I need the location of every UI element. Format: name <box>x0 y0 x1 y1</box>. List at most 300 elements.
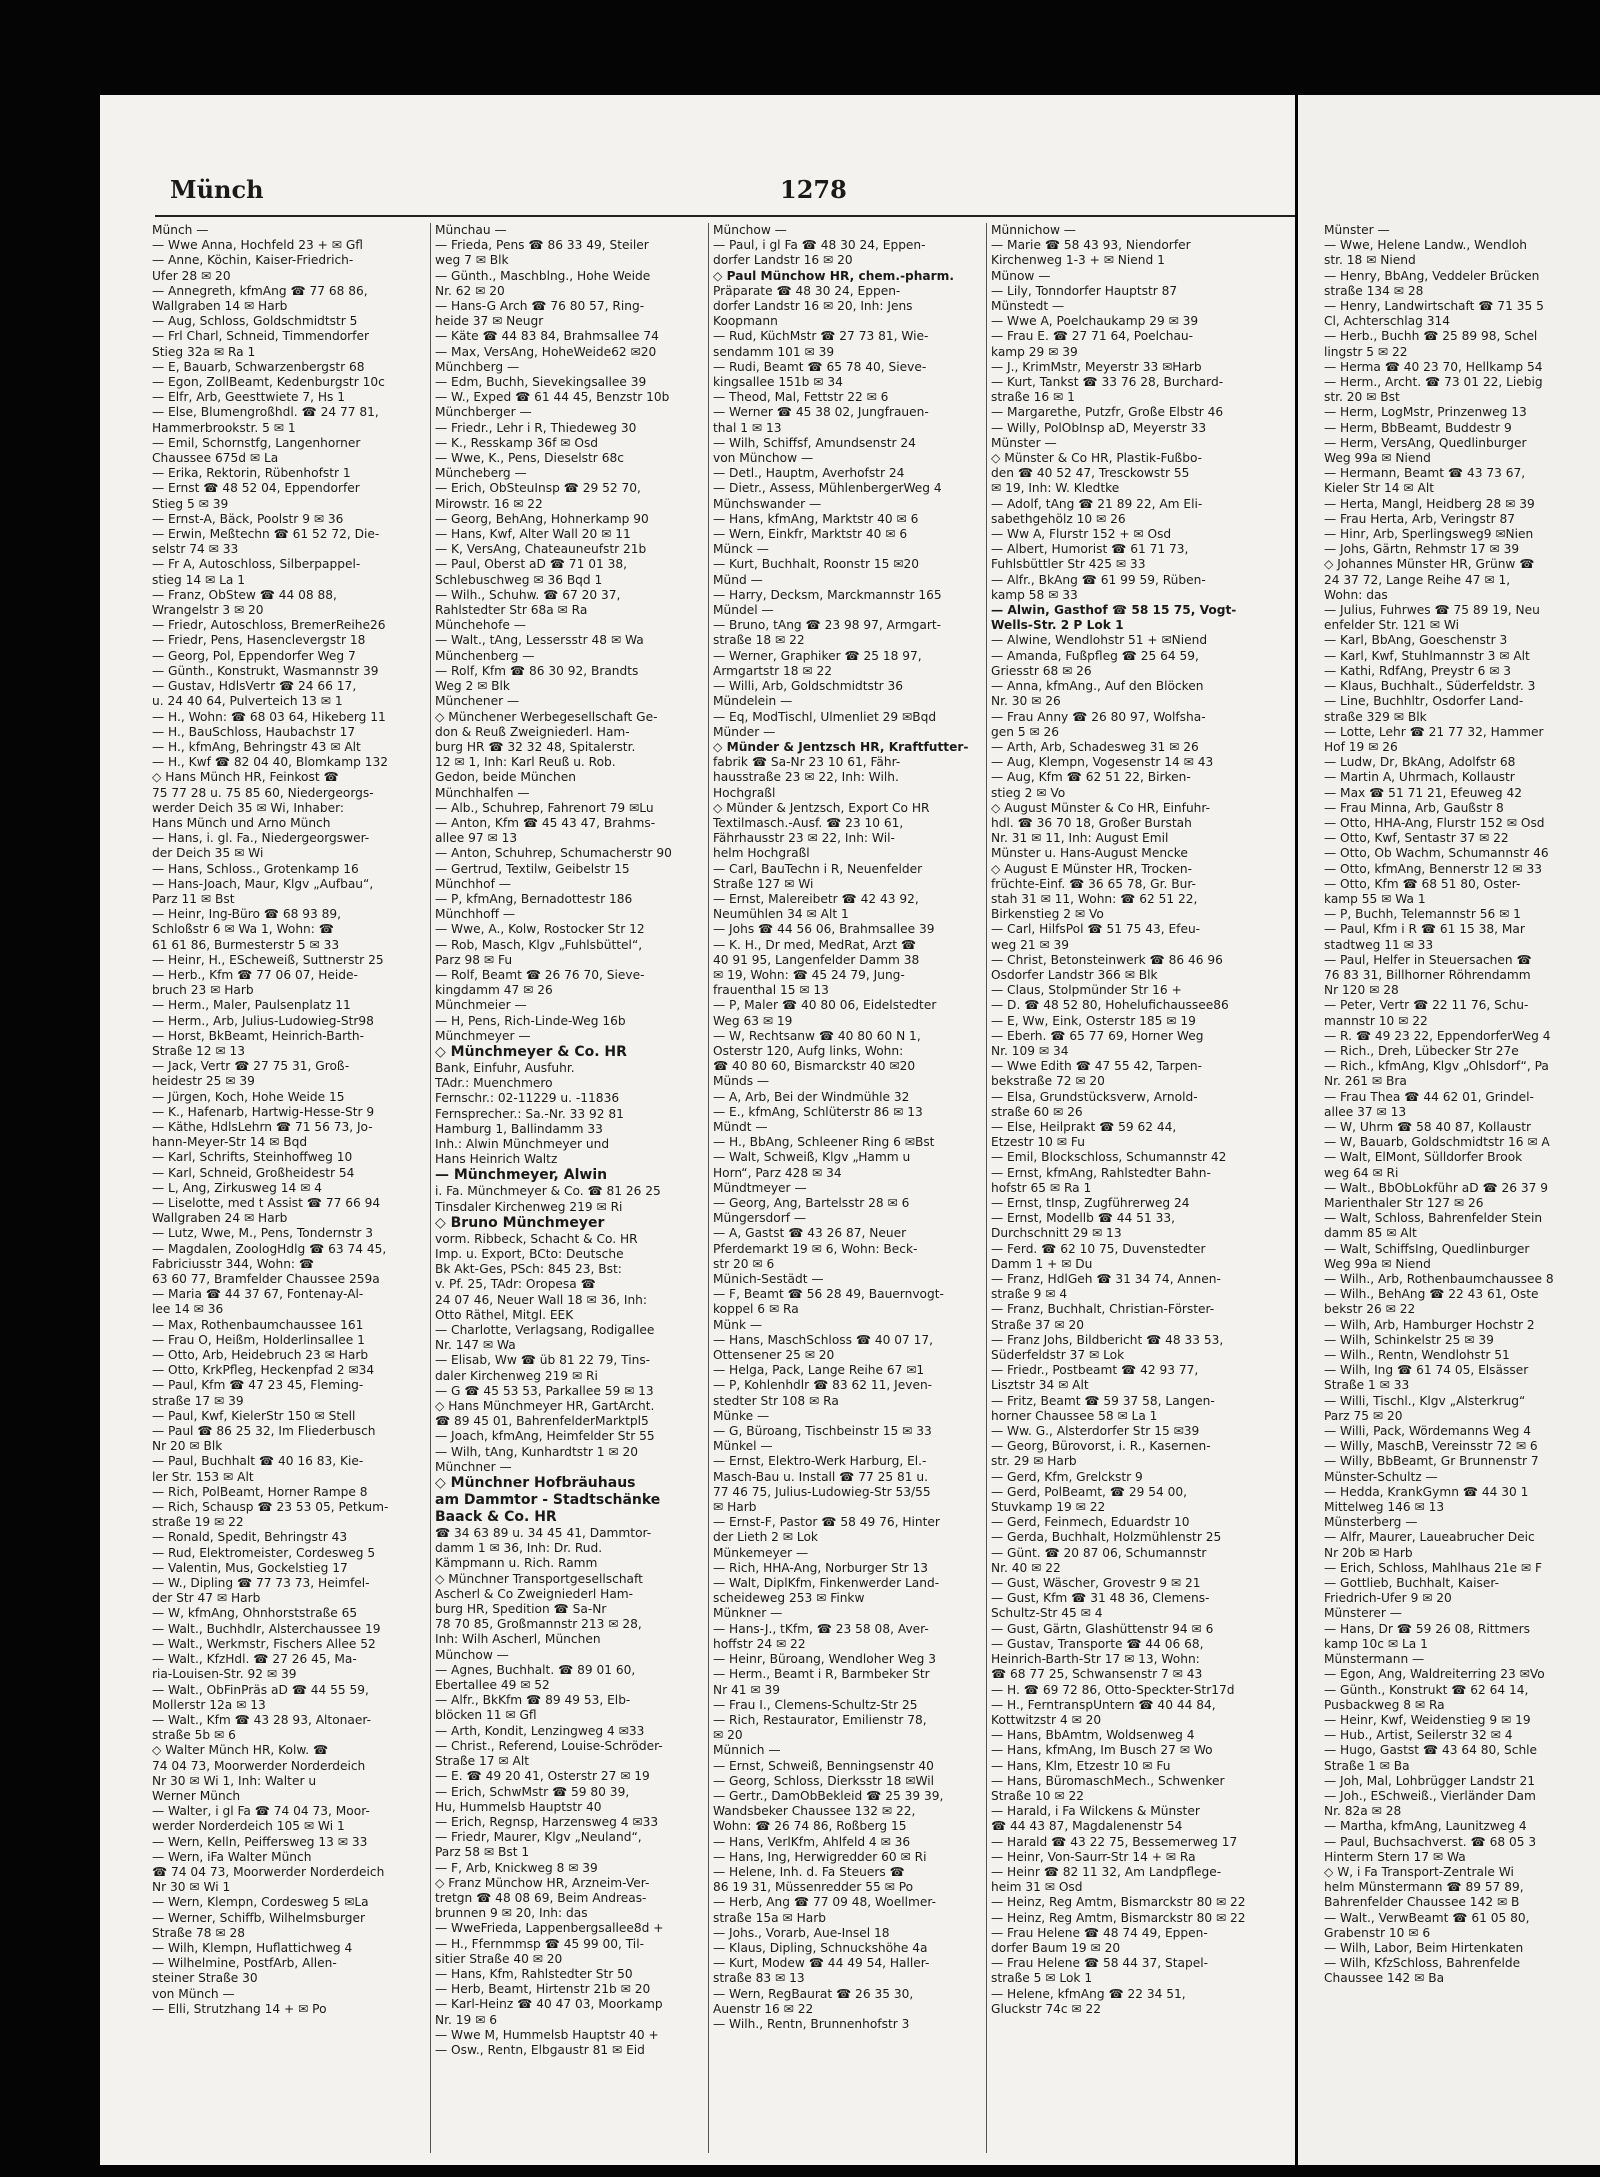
directory-entry: — Lily, Tonndorfer Hauptstr 87 <box>991 283 1178 298</box>
page-header <box>170 175 1290 215</box>
directory-entry: am Dammtor - Stadtschänke <box>435 1492 661 1509</box>
directory-entry: — G, Büroang, Tischbeinstr 15 ✉ 33 <box>713 1424 932 1439</box>
directory-entry: Parz 98 ✉ Fu <box>435 952 513 967</box>
directory-entry: Weg 99a ✉ Niend <box>1324 451 1431 466</box>
directory-entry: Osterstr 120, Aufg links, Wohn: <box>713 1043 904 1058</box>
directory-entry: — Ernst ☎ 48 52 04, Eppendorfer <box>152 481 360 496</box>
directory-entry: — H., BbAng, Schleener Ring 6 ✉Bst <box>713 1135 935 1150</box>
directory-entry: Nr 120 ✉ 28 <box>1324 983 1399 998</box>
column-4 <box>986 223 1291 2153</box>
directory-entry: 75 77 28 u. 75 85 60, Niedergeorgs- <box>152 785 374 800</box>
directory-entry: Hu, Hummelsb Hauptstr 40 <box>435 1799 602 1814</box>
directory-entry: Münsterberg — <box>1324 1515 1418 1530</box>
directory-entry: ◇ Bruno Münchmeyer <box>435 1214 605 1231</box>
directory-entry: — Walt., tAng, Lessersstr 48 ✉ Wa <box>435 633 644 648</box>
directory-entry: — Münchmeyer, Alwin <box>435 1167 608 1184</box>
directory-entry: — Johs., Vorarb, Aue-Insel 18 <box>713 1925 890 1940</box>
directory-entry: Hof 19 ✉ 26 <box>1324 739 1398 754</box>
directory-entry: ✉ 19, Wohn: ☎ 45 24 79, Jung- <box>713 967 905 982</box>
directory-entry: horner Chaussee 58 ✉ La 1 <box>991 1408 1158 1423</box>
directory-entry: — Günt. ☎ 20 87 06, Schumannstr <box>991 1545 1207 1560</box>
directory-entry: — Walt, Schweiß, Klgv „Hamm u <box>713 1150 911 1165</box>
directory-entry: von Münchow — <box>713 451 814 466</box>
header-rule <box>155 215 1295 217</box>
directory-entry: ☎ 40 80 60, Bismarckstr 40 ✉20 <box>713 1059 916 1074</box>
directory-entry: Münds — <box>713 1074 770 1089</box>
directory-entry: Baack & Co. HR <box>435 1509 557 1526</box>
directory-entry: daler Kirchenweg 219 ✉ Ri <box>435 1368 598 1383</box>
directory-entry: — Ronald, Spedit, Behringstr 43 <box>152 1530 348 1545</box>
directory-entry: — Henry, Landwirtschaft ☎ 71 35 5 <box>1324 299 1544 314</box>
directory-entry: Birkenstieg 2 ✉ Vo <box>991 907 1104 922</box>
directory-entry: — Kurt, Modew ☎ 44 49 54, Haller- <box>713 1956 930 1971</box>
directory-entry: Wrangelstr 3 ✉ 20 <box>152 603 264 618</box>
directory-entry: — Wern, Klempn, Cordesweg 5 ✉La <box>152 1895 369 1910</box>
directory-entry: stadtweg 11 ✉ 33 <box>1324 937 1434 952</box>
directory-entry: allee 37 ✉ 13 <box>1324 1104 1407 1119</box>
directory-entry: ☎ 89 45 01, BahrenfelderMarktpl5 <box>435 1414 649 1429</box>
directory-entry: ria-Louisen-Str. 92 ✉ 39 <box>152 1667 297 1682</box>
directory-entry: — Otto, kfmAng, Bennerstr 12 ✉ 33 <box>1324 861 1542 876</box>
directory-entry: Münkemeyer — <box>713 1545 809 1560</box>
directory-entry: — Walt, DiplKfm, Finkenwerder Land- <box>713 1576 940 1591</box>
directory-entry: — D. ☎ 48 52 80, Hohelufichaussee86 <box>991 998 1229 1013</box>
directory-entry: stah 31 ✉ 11, Wohn: ☎ 62 51 22, <box>991 891 1198 906</box>
directory-entry: — Rudi, Beamt ☎ 65 78 40, Sieve- <box>713 359 927 374</box>
directory-entry: str. 20 ✉ Bst <box>1324 390 1400 405</box>
directory-entry: kamp 29 ✉ 39 <box>991 344 1078 359</box>
directory-entry: Fuhlsbüttler Str 425 ✉ 33 <box>991 557 1146 572</box>
directory-entry: — Hans, kfmAng, Im Busch 27 ✉ Wo <box>991 1743 1213 1758</box>
directory-entry: — P, Maler ☎ 40 80 06, Eidelstedter <box>713 998 937 1013</box>
directory-entry: — Joh., ESchweiß., Vierländer Dam <box>1324 1788 1536 1803</box>
directory-entry: — Hans-J., tKfm, ☎ 23 58 08, Aver- <box>713 1621 929 1636</box>
directory-entry: — Herb., Buchh ☎ 25 89 98, Schel <box>1324 329 1538 344</box>
directory-entry: Mündelein — <box>713 694 793 709</box>
directory-entry: — Kurt, Tankst ☎ 33 76 28, Burchard- <box>991 375 1224 390</box>
directory-entry: koppel 6 ✉ Ra <box>713 1302 799 1317</box>
directory-entry: der Lieth 2 ✉ Lok <box>713 1530 818 1545</box>
directory-entry: — Günth., Maschblng., Hohe Weide <box>435 268 651 283</box>
directory-entry: — Anna, kfmAng., Auf den Blöcken <box>991 679 1204 694</box>
directory-entry: — Karl, Kwf, Stuhlmannstr 3 ✉ Alt <box>1324 648 1530 663</box>
directory-entry: — Carl, BauTechn i R, Neuenfelder <box>713 861 923 876</box>
directory-entry: dorfer Landstr 16 ✉ 20, Inh: Jens <box>713 299 913 314</box>
directory-entry: stieg 14 ✉ La 1 <box>152 572 245 587</box>
directory-entry: Bank, Einfuhr, Ausfuhr. <box>435 1060 575 1075</box>
directory-entry: 24 07 46, Neuer Wall 18 ✉ 36, Inh: <box>435 1292 648 1307</box>
directory-entry: — Walt, Schloss, Bahrenfelder Stein <box>1324 1211 1543 1226</box>
directory-entry: — Gertr., DamObBekleid ☎ 25 39 39, <box>713 1788 944 1803</box>
directory-entry: ◇ Franz Münchow HR, Arzneim-Ver- <box>435 1875 650 1890</box>
directory-entry: — Wern, Einkfr, Marktstr 40 ✉ 6 <box>713 527 908 542</box>
directory-entry: — Walt., BbObLokführ aD ☎ 26 37 9 <box>1324 1180 1549 1195</box>
directory-entry: sendamm 101 ✉ 39 <box>713 344 835 359</box>
directory-entry: straße 19 ✉ 22 <box>152 1515 244 1530</box>
directory-entry: helm Hochgraßl <box>713 846 810 861</box>
directory-entry: TAdr.: Muenchmero <box>435 1076 553 1091</box>
directory-entry: — Rich, PolBeamt, Horner Rampe 8 <box>152 1484 368 1499</box>
directory-entry: Münnichow — <box>991 223 1076 237</box>
directory-entry: — Erich, Schloss, Mahlhaus 21e ✉ F <box>1324 1560 1542 1575</box>
directory-entry: werder Deich 35 ✉ Wi, Inhaber: <box>152 800 344 815</box>
directory-entry: Stieg 32a ✉ Ra 1 <box>152 344 256 359</box>
directory-entry: ◇ Münchner Transportgesellschaft <box>435 1571 643 1586</box>
directory-entry: — Hans, Ing, Herwigredder 60 ✉ Ri <box>713 1849 927 1864</box>
directory-entry: — Else, Heilprakt ☎ 59 62 44, <box>991 1119 1177 1134</box>
directory-entry: — Gerd, PolBeamt, ☎ 29 54 00, <box>991 1484 1187 1499</box>
directory-entry: Hochgraßl <box>713 785 776 800</box>
directory-entry: — Frau Herta, Arb, Veringstr 87 <box>1324 511 1516 526</box>
directory-entry: — Gustav, HdlsVertr ☎ 24 66 17, <box>152 679 357 694</box>
directory-entry: Otto Räthel, Mitgl. EEK <box>435 1307 574 1322</box>
directory-entry: — Frieda, Pens ☎ 86 33 49, Steiler <box>435 238 649 253</box>
directory-entry: ☎ 34 63 89 u. 34 45 41, Dammtor- <box>435 1526 652 1541</box>
directory-entry: Münchow — <box>435 1647 509 1662</box>
column-1 <box>152 223 424 2153</box>
directory-entry: — Karl-Heinz ☎ 40 47 03, Moorkamp <box>435 1997 663 2012</box>
directory-entry: — W, Bauarb, Goldschmidtstr 16 ✉ A <box>1324 1135 1550 1150</box>
directory-entry: hann-Meyer-Str 14 ✉ Bqd <box>152 1135 308 1150</box>
directory-entry: — Willi, Tischl., Klgv „Alsterkrug“ <box>1324 1393 1526 1408</box>
directory-entry: straße 134 ✉ 28 <box>1324 283 1424 298</box>
directory-entry: Mündel — <box>713 603 774 618</box>
directory-entry: lee 14 ✉ 36 <box>152 1302 224 1317</box>
directory-entry: ☎ 44 43 87, Magdalenenstr 54 <box>991 1819 1183 1834</box>
directory-entry: Münnich — <box>713 1743 781 1758</box>
directory-entry: — Henry, BbAng, Veddeler Brücken <box>1324 268 1540 283</box>
directory-entry: — K, VersAng, Chateauneufstr 21b <box>435 542 647 557</box>
directory-entry: Münstermann — <box>1324 1652 1425 1667</box>
directory-entry: — Harry, Decksm, Marckmannstr 165 <box>713 587 942 602</box>
directory-entry: ◇ August E Münster HR, Trocken- <box>991 861 1192 876</box>
directory-entry: — Wilh, tAng, Kunhardtstr 1 ✉ 20 <box>435 1444 638 1459</box>
directory-entry: weg 21 ✉ 39 <box>991 937 1070 952</box>
directory-entry: — Wwe Edith ☎ 47 55 42, Tarpen- <box>991 1059 1202 1074</box>
directory-entry: 40 91 95, Langenfelder Damm 38 <box>713 952 920 967</box>
directory-entry: — Herm, LogMstr, Prinzenweg 13 <box>1324 405 1527 420</box>
directory-entry: Neumühlen 34 ✉ Alt 1 <box>713 907 849 922</box>
directory-entry: — A, Gastst ☎ 43 26 87, Neuer <box>713 1226 907 1241</box>
directory-entry: sabethgehölz 10 ✉ 26 <box>991 511 1126 526</box>
directory-entry: — Gerd, Feinmech, Eduardstr 10 <box>991 1515 1190 1530</box>
directory-entry: — Ww. G., Alsterdorfer Str 15 ✉39 <box>991 1424 1200 1439</box>
directory-entry: straße 60 ✉ 26 <box>991 1104 1083 1119</box>
directory-entry: — Charlotte, Verlagsang, Rodigallee <box>435 1323 655 1338</box>
directory-entry: Münch — <box>152 223 209 237</box>
directory-entry: — Frl Charl, Schneid, Timmendorfer <box>152 329 369 344</box>
directory-entry: — Georg, BehAng, Hohnerkamp 90 <box>435 511 649 526</box>
directory-entry: Nr 30 ✉ Wi 1, Inh: Walter u <box>152 1773 317 1788</box>
directory-entry: — Joach, kfmAng, Heimfelder Str 55 <box>435 1429 655 1444</box>
directory-entry: — Bruno, tAng ☎ 23 98 97, Armgart- <box>713 618 942 633</box>
directory-entry: Griesstr 68 ✉ 26 <box>991 663 1092 678</box>
directory-entry: — E, Ww, Eink, Osterstr 185 ✉ 19 <box>991 1013 1196 1028</box>
directory-entry: — Margarethe, Putzfr, Große Elbstr 46 <box>991 405 1224 420</box>
directory-entry: — Herm., Beamt i R, Barmbeker Str <box>713 1667 930 1682</box>
directory-entry: — Edm, Buchh, Sievekingsallee 39 <box>435 375 647 390</box>
directory-entry: straße 5b ✉ 6 <box>152 1728 236 1743</box>
directory-entry: — Wilh, Schinkelstr 25 ✉ 39 <box>1324 1332 1494 1347</box>
directory-entry: — Frau Helene ☎ 58 44 37, Stapel- <box>991 1956 1208 1971</box>
directory-entry: tretgn ☎ 48 08 69, Beim Andreas- <box>435 1890 647 1905</box>
directory-entry: ◇ Hans Münch HR, Feinkost ☎ <box>152 770 339 785</box>
directory-entry: — F, Arb, Knickweg 8 ✉ 39 <box>435 1860 598 1875</box>
directory-entry: — Hedda, KrankGymn ☎ 44 30 1 <box>1324 1484 1529 1499</box>
directory-entry: Nr. 30 ✉ 26 <box>991 694 1061 709</box>
directory-entry: — Martin A, Uhrmach, Kollaustr <box>1324 770 1515 785</box>
directory-entry: — Erich, Regnsp, Harzensweg 4 ✉33 <box>435 1814 659 1829</box>
directory-entry: Münck — <box>713 542 769 557</box>
directory-entry: — Otto, HHA-Ang, Flurstr 152 ✉ Osd <box>1324 815 1545 830</box>
directory-entry: — Willi, Pack, Wördemanns Weg 4 <box>1324 1424 1531 1439</box>
directory-entry: Nr. 109 ✉ 34 <box>991 1043 1069 1058</box>
directory-entry: — H., Wohn: ☎ 68 03 64, Hikeberg 11 <box>152 709 386 724</box>
directory-entry: Straße 127 ✉ Wi <box>713 876 814 891</box>
directory-entry: ◇ Hans Münchmeyer HR, GartArcht. <box>435 1399 655 1414</box>
column-3 <box>708 223 985 2153</box>
directory-entry: Nr. 40 ✉ 22 <box>991 1560 1061 1575</box>
directory-entry: Masch-Bau u. Install ☎ 77 25 81 u. <box>713 1469 928 1484</box>
directory-entry: — P, Kohlenhdlr ☎ 83 62 11, Jeven- <box>713 1378 933 1393</box>
directory-entry: Fernsprecher.: Sa.-Nr. 33 92 81 <box>435 1106 624 1121</box>
directory-entry: ◇ Münster & Co HR, Plastik-Fußbo- <box>991 451 1203 466</box>
directory-entry: — Werner, Graphiker ☎ 25 18 97, <box>713 648 922 663</box>
directory-entry: — Hans, Dr ☎ 59 26 08, Rittmers <box>1324 1621 1531 1636</box>
directory-entry: Münow — <box>991 268 1051 283</box>
directory-entry: Nr. 82a ✉ 28 <box>1324 1804 1402 1819</box>
directory-entry: — Hans, BbAmtm, Woldsenweg 4 <box>991 1728 1195 1743</box>
directory-entry: Münchmeier — <box>435 998 527 1013</box>
directory-entry: — Alb., Schuhrep, Fahrenort 79 ✉Lu <box>435 800 654 815</box>
directory-entry: ◇ Münchner Hofbräuhaus <box>435 1475 636 1492</box>
directory-entry: — Frau Anny ☎ 26 80 97, Wolfsha- <box>991 709 1206 724</box>
directory-entry: früchte-Einf. ☎ 36 65 78, Gr. Bur- <box>991 876 1196 891</box>
directory-entry: Wohn: das <box>1324 587 1388 602</box>
directory-entry: sitier Straße 40 ✉ 20 <box>435 1951 563 1966</box>
directory-entry: — Käte ☎ 44 83 84, Brahmsallee 74 <box>435 329 659 344</box>
directory-entry: — Ernst, Elektro-Werk Harburg, El.- <box>713 1454 927 1469</box>
directory-entry: — Hub., Artist, Seilerstr 32 ✉ 4 <box>1324 1728 1513 1743</box>
directory-entry: — Aug, Schloss, Goldschmidtstr 5 <box>152 314 358 329</box>
directory-entry: Münster — <box>991 435 1057 450</box>
directory-entry: Straße 17 ✉ Alt <box>435 1754 530 1769</box>
directory-entry: straße 18 ✉ 22 <box>713 633 805 648</box>
directory-entry: — Walt, SchiffsIng, Quedlinburger <box>1324 1241 1530 1256</box>
directory-entry: Ebertallee 49 ✉ 52 <box>435 1678 550 1693</box>
directory-entry: — Anton, Schuhrep, Schumacherstr 90 <box>435 846 672 861</box>
directory-entry: — Georg, Pol, Eppendorfer Weg 7 <box>152 648 356 663</box>
directory-entry: — Rob, Masch, Klgv „Fuhlsbüttel“, <box>435 937 643 952</box>
directory-entry: — Max, VersAng, HoheWeide62 ✉20 <box>435 344 657 359</box>
directory-entry: — Wwe, A., Kolw, Rostocker Str 12 <box>435 922 645 937</box>
directory-entry: — Otto, Ob Wachm, Schumannstr 46 <box>1324 846 1549 861</box>
directory-entry: — Herm., Archt. ☎ 73 01 22, Liebig <box>1324 375 1543 390</box>
directory-entry: — Ernst, Schweiß, Benningsenstr 40 <box>713 1758 934 1773</box>
directory-entry: 86 19 31, Müssenredder 55 ✉ Po <box>713 1880 914 1895</box>
directory-entry: kingdamm 47 ✉ 26 <box>435 983 553 998</box>
directory-entry: Heinrich-Barth-Str 17 ✉ 13, Wohn: <box>991 1652 1200 1667</box>
directory-entry: Nr 41 ✉ 39 <box>713 1682 780 1697</box>
directory-entry: — Herm, VersAng, Quedlinburger <box>1324 435 1527 450</box>
directory-entry: — Paul, Buchhalt ☎ 40 16 83, Kie- <box>152 1454 364 1469</box>
directory-entry: — R. ☎ 49 23 22, EppendorferWeg 4 <box>1324 1028 1551 1043</box>
directory-entry: Hammerbrookstr. 5 ✉ 1 <box>152 420 296 435</box>
directory-entry: — WweFrieda, Lappenbergsallee8d + <box>435 1921 664 1936</box>
directory-entry: Nr 30 ✉ Wi 1 <box>152 1880 231 1895</box>
directory-entry: — Annegreth, kfmAng ☎ 77 68 86, <box>152 283 368 298</box>
directory-entry: — Eq, ModTischl, Ulmenliet 29 ✉Bqd <box>713 709 937 724</box>
directory-entry: Nr. 19 ✉ 6 <box>435 2012 497 2027</box>
directory-entry: steiner Straße 30 <box>152 1971 258 1986</box>
directory-entry: Fabriciusstr 344, Wohn: ☎ <box>152 1256 315 1271</box>
directory-entry: ◇ August Münster & Co HR, Einfuhr- <box>991 800 1211 815</box>
directory-entry: ◇ Münchmeyer & Co. HR <box>435 1043 627 1060</box>
directory-entry: Hans Münch und Arno Münch <box>152 815 331 830</box>
directory-entry: Münster u. Hans-August Mencke <box>991 846 1188 861</box>
directory-entry: str. 29 ✉ Harb <box>991 1454 1077 1469</box>
directory-entry: — Agnes, Buchhalt. ☎ 89 01 60, <box>435 1662 636 1677</box>
directory-entry: — Wilh, Klempn, Huflattichweg 4 <box>152 1940 353 1955</box>
directory-entry: — Wilh, Arb, Hamburger Hochstr 2 <box>1324 1317 1535 1332</box>
directory-entry: Hamburg 1, Ballindamm 33 <box>435 1121 603 1136</box>
directory-entry: Nr. 62 ✉ 20 <box>435 283 505 298</box>
directory-entry: — Wilh., BehAng ☎ 22 43 61, Oste <box>1324 1287 1539 1302</box>
directory-entry: Gedon, beide München <box>435 770 576 785</box>
directory-entry: — Hans, Kwf, Alter Wall 20 ✉ 11 <box>435 527 631 542</box>
directory-entry: — Ferd. ☎ 62 10 75, Duvenstedter <box>991 1241 1206 1256</box>
directory-entry: hofstr 65 ✉ Ra 1 <box>991 1180 1092 1195</box>
directory-entry: — Alfr., BkAng ☎ 61 99 59, Rüben- <box>991 572 1206 587</box>
directory-entry: Münchmeyer — <box>435 1028 531 1043</box>
directory-entry: Fährhausstr 23 ✉ 22, Inh: Wil- <box>713 831 895 846</box>
directory-entry: Süderfeldstr 37 ✉ Lok <box>991 1348 1125 1363</box>
directory-entry: — Wilh, KfzSchloss, Bahrenfelde <box>1324 1956 1521 1971</box>
directory-entry: — Christ., Referend, Louise-Schröder- <box>435 1738 663 1753</box>
directory-entry: damm 85 ✉ Alt <box>1324 1226 1417 1241</box>
directory-entry: — W., Exped ☎ 61 44 45, Benzstr 10b <box>435 390 670 405</box>
directory-entry: — Walt., KfzHdl. ☎ 27 26 45, Ma- <box>152 1652 357 1667</box>
directory-entry: Marienthaler Str 127 ✉ 26 <box>1324 1196 1484 1210</box>
directory-entry: — Hans-G Arch ☎ 76 80 57, Ring- <box>435 299 645 314</box>
directory-entry: — Carl, HilfsPol ☎ 51 75 43, Efeu- <box>991 922 1201 937</box>
directory-entry: Grabenstr 10 ✉ 6 <box>1324 1925 1431 1940</box>
directory-entry: — Karl, Schrifts, Steinhoffweg 10 <box>152 1150 353 1165</box>
directory-entry: — Wilh., Arb, Rothenbaumchaussee 8 <box>1324 1272 1554 1287</box>
directory-entry: stedter Str 108 ✉ Ra <box>713 1393 839 1408</box>
directory-entry: Wohn: ☎ 26 74 86, Roßberg 15 <box>713 1819 907 1834</box>
directory-entry: — A, Arb, Bei der Windmühle 32 <box>713 1089 910 1104</box>
directory-entry: Münchswander — <box>713 496 822 511</box>
directory-entry: der Deich 35 ✉ Wi <box>152 846 264 861</box>
directory-entry: — Hans, kfmAng, Marktstr 40 ✉ 6 <box>713 511 919 526</box>
directory-entry: — Rich, Schausp ☎ 23 53 05, Petkum- <box>152 1500 389 1515</box>
directory-entry: — Elsa, Grundstücksverw, Arnold- <box>991 1089 1198 1104</box>
directory-entry: — Jack, Vertr ☎ 27 75 31, Groß- <box>152 1059 350 1074</box>
directory-entry: Werner Münch <box>152 1788 241 1803</box>
directory-entry: heide 37 ✉ Neugr <box>435 314 544 329</box>
directory-entry: ✉ 19, Inh: W. Kledtke <box>991 481 1120 496</box>
directory-entry: damm 1 ✉ 36, Inh: Dr. Rud. <box>435 1541 603 1556</box>
directory-entry: hdl. ☎ 36 70 18, Großer Burstah <box>991 815 1192 830</box>
directory-entry: Münchau — <box>435 223 507 237</box>
directory-entry: — Franz, HdlGeh ☎ 31 34 74, Annen- <box>991 1272 1221 1287</box>
directory-entry: ◇ Johannes Münster HR, Grünw ☎ <box>1324 557 1535 572</box>
directory-entry: — Paul, Kfm i R ☎ 61 15 38, Mar <box>1324 922 1525 937</box>
directory-entry: Fernschr.: 02-11229 u. -11836 <box>435 1091 620 1106</box>
directory-entry: — Paul, Kwf, KielerStr 150 ✉ Stell <box>152 1408 356 1423</box>
directory-entry: dorfer Landstr 16 ✉ 20 <box>713 253 853 268</box>
directory-entry: — Peter, Vertr ☎ 22 11 76, Schu- <box>1324 998 1529 1013</box>
directory-entry: — Herb., Kfm ☎ 77 06 07, Heide- <box>152 967 358 982</box>
directory-entry: — W, kfmAng, Ohnhorststraße 65 <box>152 1606 358 1621</box>
directory-entry: hoffstr 24 ✉ 22 <box>713 1636 806 1651</box>
directory-entry: — Ww A, Flurstr 152 + ✉ Osd <box>991 527 1172 542</box>
directory-entry: — Walt., ObFinPräs aD ☎ 44 55 59, <box>152 1682 369 1697</box>
directory-entry: — Fritz, Beamt ☎ 59 37 58, Langen- <box>991 1393 1215 1408</box>
directory-entry: — Karl, BbAng, Goeschenstr 3 <box>1324 633 1508 648</box>
directory-entry: helm Münstermann ☎ 89 57 89, <box>1324 1880 1524 1895</box>
directory-entry: — Johs, Gärtn, Rehmstr 17 ✉ 39 <box>1324 542 1520 557</box>
directory-entry: — Arth, Kondit, Lenzingweg 4 ✉33 <box>435 1723 645 1738</box>
directory-entry: brunnen 9 ✉ 20, Inh: das <box>435 1906 588 1921</box>
directory-entry: 24 37 72, Lange Reihe 47 ✉ 1, <box>1324 572 1511 587</box>
directory-entry: straße 5 ✉ Lok 1 <box>991 1971 1093 1986</box>
directory-entry: — Wilh., Rentn, Wendlohstr 51 <box>1324 1348 1510 1363</box>
directory-entry: 61 61 86, Burmesterstr 5 ✉ 33 <box>152 937 340 952</box>
directory-entry: — Paul, Oberst aD ☎ 71 01 38, <box>435 557 627 572</box>
directory-entry: — Otto, Kfm ☎ 68 51 80, Oster- <box>1324 876 1521 891</box>
directory-entry: — Hermann, Beamt ☎ 43 73 67, <box>1324 466 1526 481</box>
directory-entry: Koopmann <box>713 314 778 329</box>
directory-entry: — Harald, i Fa Wilckens & Münster <box>991 1804 1200 1819</box>
directory-entry: — Wilh., Schuhw. ☎ 67 20 37, <box>435 587 621 602</box>
directory-entry: Schultz-Str 45 ✉ 4 <box>991 1606 1103 1621</box>
directory-entry: Präparate ☎ 48 30 24, Eppen- <box>713 283 901 298</box>
directory-entry: — Joh, Mal, Lohbrügger Landstr 21 <box>1324 1773 1536 1788</box>
column-2 <box>430 223 707 2153</box>
directory-entry: — Wwe M, Hummelsb Hauptstr 40 + <box>435 2027 659 2042</box>
directory-entry: Müncheberg — <box>435 466 527 481</box>
directory-entry: — Claus, Stolpmünder Str 16 + <box>991 983 1182 998</box>
directory-entry: Ascherl & Co Zweigniederl Ham- <box>435 1586 634 1601</box>
directory-entry: — Franz, Buchhalt, Christian-Förster- <box>991 1302 1215 1317</box>
directory-entry: — Magdalen, ZoologHdlg ☎ 63 74 45, <box>152 1241 387 1256</box>
directory-entry: — Gust, Kfm ☎ 31 48 36, Clemens- <box>991 1591 1210 1606</box>
directory-entry: — Gust, Wäscher, Grovestr 9 ✉ 21 <box>991 1576 1201 1591</box>
directory-entry: — H, Pens, Rich-Linde-Weg 16b <box>435 1013 626 1028</box>
directory-entry: — Willy, BbBeamt, Gr Brunnenstr 7 <box>1324 1454 1539 1469</box>
directory-entry: Friedrich-Ufer 9 ✉ 20 <box>1324 1591 1452 1606</box>
directory-entry: straße 329 ✉ Blk <box>1324 709 1427 724</box>
directory-entry: — Heinr, H., EScheweiß, Suttnerstr 25 <box>152 952 384 967</box>
directory-entry: ✉ 20 <box>713 1728 743 1743</box>
directory-entry: — Horst, BkBeamt, Heinrich-Barth- <box>152 1028 365 1043</box>
directory-entry: stieg 2 ✉ Vo <box>991 785 1066 800</box>
directory-entry: Wallgraben 24 ✉ Harb <box>152 1211 288 1226</box>
directory-entry: bekstr 26 ✉ 22 <box>1324 1302 1416 1317</box>
directory-entry: — Herb, Ang ☎ 77 09 48, Woellmer- <box>713 1895 937 1910</box>
directory-entry: Inh: Wilh Ascherl, München <box>435 1632 601 1647</box>
directory-entry: — Elli, Strutzhang 14 + ✉ Po <box>152 2001 327 2016</box>
directory-entry: Ottensener 25 ✉ 20 <box>713 1348 835 1363</box>
directory-entry: ler Str. 153 ✉ Alt <box>152 1469 254 1484</box>
directory-entry: Schloßstr 6 ✉ Wa 1, Wohn: ☎ <box>152 922 334 937</box>
directory-entry: Rahlstedter Str 68a ✉ Ra <box>435 603 588 618</box>
directory-entry: — Christ, Betonsteinwerk ☎ 86 46 96 <box>991 952 1223 967</box>
directory-entry: ✉ Harb <box>713 1500 757 1515</box>
directory-entry: — Heinr, Ing-Büro ☎ 68 93 89, <box>152 907 341 922</box>
